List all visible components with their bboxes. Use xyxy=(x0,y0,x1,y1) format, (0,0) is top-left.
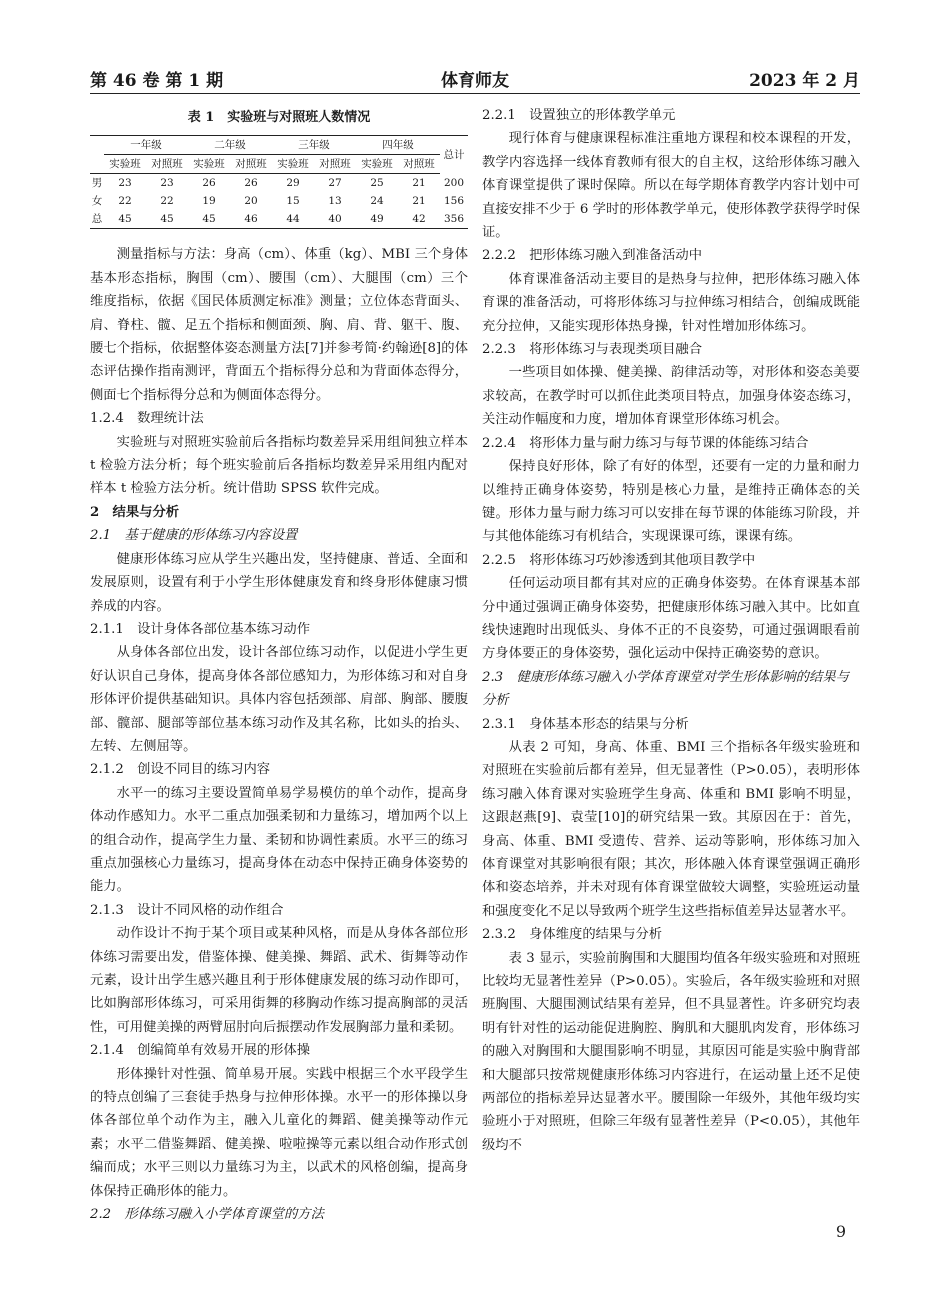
table-caption: 表 1 实验班与对照班人数情况 xyxy=(187,110,371,125)
section-heading: 2.3 健康形体练习融入小学体育课堂对学生形体影响的结果与分析 xyxy=(482,669,849,709)
volume-issue: 第 46 卷 第 1 期 xyxy=(90,71,224,91)
table-cell: 21 xyxy=(412,177,426,190)
paragraph: 体育课准备活动主要目的是热身与拉伸，把形体练习融入体育课的准备活动，可将形体练习与拉伸练习相结合，创编成既能充分拉伸，又能实现形体热身操，针对性增加形体练习。 xyxy=(482,271,860,334)
table-cell: 23 xyxy=(118,177,132,190)
class-header: 实验班 xyxy=(272,155,314,174)
table-cell: 156 xyxy=(443,195,465,208)
paragraph: 现行体育与健康课程标准注重地方课程和校本课程的开发，教学内容选择一线体育教师有很大的自主权，这给形体练习融入体育课堂提供了课时保障。所以在每学期体育教学内容计划中可直接安排不少于 6 学时的形体教学单元，使形体教学获得学时保证。 xyxy=(482,131,860,241)
total-header: 总计 xyxy=(440,136,468,174)
section-heading: 2.1 基于健康的形体练习内容设置 xyxy=(90,528,298,544)
right-column xyxy=(482,104,860,1157)
table-header-row xyxy=(90,136,468,155)
section-heading: 1.2.4 数理统计法 xyxy=(90,411,204,427)
table-cell: 19 xyxy=(202,195,216,208)
grade-header: 一年级 xyxy=(104,136,188,155)
left-column xyxy=(90,104,468,1226)
row-label: 总 xyxy=(90,210,104,229)
section-heading: 2.3.2 身体维度的结果与分析 xyxy=(482,927,663,943)
table-row xyxy=(90,192,468,210)
paragraph: 任何运动项目都有其对应的正确身体姿势。在体育课基本部分中通过强调正确身体姿势，把健康形体练习融入其中。比如直线快速跑时出现低头、身体不正的不良姿势，可通过强调眼看前方身体要正的身体姿势，强化运动中保持正确姿势的意识。 xyxy=(482,576,860,662)
paragraph: 表 3 显示，实验前胸围和大腿围均值各年级实验班和对照班比较均无显著性差异（P>0.05）。实验后，各年级实验班和对照班胸围、大腿围测试结果有差异，但不具显著性。许多研究均表明有针对性的运动能促进胸腔、胸肌和大腿肌肉发育，形体练习的融入对胸围和大腿围影响不明显，其原因可能是实验中胸背部和大腿部只按常规健康形体练习内容进行，在运动量上还不足使两部位的指标差异达显著水平。腰围除一年级外，其他年级均实验班小于对照班，但除三年级有显著性差异（P<0.05），其他年级均不 xyxy=(482,950,860,1153)
section-heading: 2.1.4 创编简单有效易开展的形体操 xyxy=(90,1043,310,1059)
paragraph: 健康形体练习应从学生兴趣出发，坚持健康、普适、全面和发展原则，设置有利于小学生形体健康发育和终身形体健康习惯养成的内容。 xyxy=(90,551,468,614)
table-cell: 21 xyxy=(412,195,426,208)
table-cell: 49 xyxy=(356,210,398,229)
section-heading: 2.1.2 创设不同目的练习内容 xyxy=(90,762,271,778)
section-heading: 2.3.1 身体基本形态的结果与分析 xyxy=(482,716,689,732)
table-cell: 46 xyxy=(230,210,272,229)
class-header: 对照班 xyxy=(314,155,356,174)
paragraph: 从表 2 可知，身高、体重、BMI 三个指标各年级实验班和对照班在实验前后都有差异，但无显著性（P>0.05），表明形体练习融入体育课对实验班学生身高、体重和 BMI 影响不明显，这跟赵燕[9]、袁莹[10]的研究结果一致。其原因在于：首先，身高、体重、BMI 受遗传、营养、运动等影响，形体练习加入体育课堂对其影响很有限；其次，形体融入体育课堂强调正确形体和姿态培养，并未对现有体育课堂做较大调整，实验班运动量和强度变化不足以导致两个班学生这些指标值差异达显著水平。 xyxy=(482,739,860,919)
table-cell: 200 xyxy=(443,177,465,190)
table-row xyxy=(90,210,468,229)
paragraph: 实验班与对照班实验前后各指标均数差异采用组间独立样本 t 检验方法分析；每个班实验前后各指标均数差异采用组内配对样本 t 检验方法分析。统计借助 SPSS 软件完成。 xyxy=(90,434,468,497)
table-cell: 25 xyxy=(370,177,384,190)
table-cell: 42 xyxy=(398,210,440,229)
table-cell: 45 xyxy=(146,210,188,229)
section-heading: 2.2.1 设置独立的形体教学单元 xyxy=(482,108,676,123)
grade-header: 四年级 xyxy=(356,136,440,155)
paragraph: 动作设计不拘于某个项目或某种风格，而是从身体各部位形体练习需要出发，借鉴体操、健美操、舞蹈、武术、街舞等动作元素，设计出学生感兴趣且利于形体健康发展的练习动作即可，比如胸部形体练习，可采用街舞的移胸动作练习提高胸部的灵活性，可用健美操的两臂屈肘向后振摆动作发展胸部力量和柔韧。 xyxy=(90,926,468,1035)
table-cell: 22 xyxy=(160,195,174,208)
grade-header: 二年级 xyxy=(188,136,272,155)
paragraph: 从身体各部位出发，设计各部位练习动作，以促进小学生更好认识自己身体，提高身体各部位感知力，为形体练习和对自身形体评价提供基础知识。具体内容包括颈部、肩部、胸部、腰腹部、髋部、腿部等部位基本练习动作及其名称，比如头的抬头、左转、左侧屈等。 xyxy=(90,645,468,754)
section-heading: 2.2.5 将形体练习巧妙渗透到其他项目教学中 xyxy=(482,552,756,568)
table-row xyxy=(90,174,468,193)
page-number: 9 xyxy=(835,1222,846,1241)
section-heading: 2.1.1 设计身体各部位基本练习动作 xyxy=(90,621,310,637)
table-cell: 26 xyxy=(202,177,216,190)
spacer xyxy=(90,229,468,243)
grade-header: 三年级 xyxy=(272,136,356,155)
class-header: 实验班 xyxy=(104,155,146,174)
paragraph: 保持良好形体，除了有好的体型，还要有一定的力量和耐力以维持正确身体姿势，特别是核心力量，是维持正确体态的关键。形体力量与耐力练习可以安排在每节课的体能练习阶段，并与其他体能练习有机结合，实现课课可练，课课有练。 xyxy=(482,459,860,545)
table-cell: 23 xyxy=(160,177,174,190)
paragraph: 测量指标与方法：身高（cm）、体重（kg）、MBI 三个身体基本形态指标，胸围（cm）、腰围（cm）、大腿围（cm）三个维度指标，依据《国民体质测定标准》测量；立位体态背面头、肩、脊柱、髋、足五个指标和侧面颈、胸、肩、背、躯干、腹、腰七个指标，依据整体姿态测量方法[7]并参考简·约翰逊[8]的体态评估操作指南测评，背面五个指标得分总和为背面体态得分，侧面七个指标得分总和为侧面体态得分。 xyxy=(90,247,468,403)
issue-date: 2023 年 2 月 xyxy=(749,71,860,91)
section-heading: 2 结果与分析 xyxy=(90,504,180,520)
table-cell: 24 xyxy=(370,195,384,208)
section-heading: 2.2.2 把形体练习融入到准备活动中 xyxy=(482,248,702,264)
class-header: 实验班 xyxy=(188,155,230,174)
table-cell: 22 xyxy=(118,195,132,208)
table-cell: 20 xyxy=(244,195,258,208)
section-heading: 2.2.3 将形体练习与表现类项目融合 xyxy=(482,342,702,358)
paragraph: 一些项目如体操、健美操、韵律活动等，对形体和姿态美要求较高，在教学时可以抓住此类项目特点，加强身体姿态练习，关注动作幅度和力度，增加体育课堂形体练习机会。 xyxy=(482,365,860,428)
section-heading: 2.1.3 设计不同风格的动作组合 xyxy=(90,902,284,918)
row-label-subheader xyxy=(90,155,104,174)
table-cell: 45 xyxy=(104,210,146,229)
table-cell: 44 xyxy=(272,210,314,229)
table-cell: 13 xyxy=(328,195,342,208)
table-cell: 27 xyxy=(328,177,342,190)
row-label-header xyxy=(90,136,104,155)
paragraph: 形体操针对性强、简单易开展。实践中根据三个水平段学生的特点创编了三套徒手热身与拉伸形体操。水平一的形体操以身体各部位单个动作为主，融入儿童化的舞蹈、健美操等动作元素；水平二借鉴舞蹈、健美操、啦啦操等元素以组合动作形式创编而成；水平三则以力量练习为主，以武术的风格创编，提高身体保持正确形体的能力。 xyxy=(90,1066,468,1199)
table-cell: 26 xyxy=(244,177,258,190)
table-cell: 29 xyxy=(286,177,300,190)
row-label: 女 xyxy=(91,195,103,208)
row-label: 男 xyxy=(91,177,103,190)
running-header xyxy=(90,66,860,92)
table-cell: 40 xyxy=(314,210,356,229)
section-heading: 2.2 形体练习融入小学体育课堂的方法 xyxy=(90,1207,324,1223)
class-header: 实验班 xyxy=(356,155,398,174)
table-cell: 356 xyxy=(440,210,468,229)
class-header: 对照班 xyxy=(146,155,188,174)
class-header: 对照班 xyxy=(398,155,440,174)
paragraph: 水平一的练习主要设置简单易学易模仿的单个动作，提高身体动作感知力。水平二重点加强柔韧和力量练习，增加两个以上的组合动作，提高学生力量、柔韧和协调性素质。水平三的练习重点加强核心力量练习，提高身体在动态中保持正确身体姿势的能力。 xyxy=(90,785,468,895)
class-header: 对照班 xyxy=(230,155,272,174)
header-rule xyxy=(90,93,860,94)
table-cell: 45 xyxy=(188,210,230,229)
table-subheader-row xyxy=(90,155,468,174)
journal-name: 体育师友 xyxy=(441,71,509,91)
table-1 xyxy=(90,135,468,229)
section-heading: 2.2.4 将形体力量与耐力练习与每节课的体能练习结合 xyxy=(482,435,809,451)
table-cell: 15 xyxy=(286,195,300,208)
